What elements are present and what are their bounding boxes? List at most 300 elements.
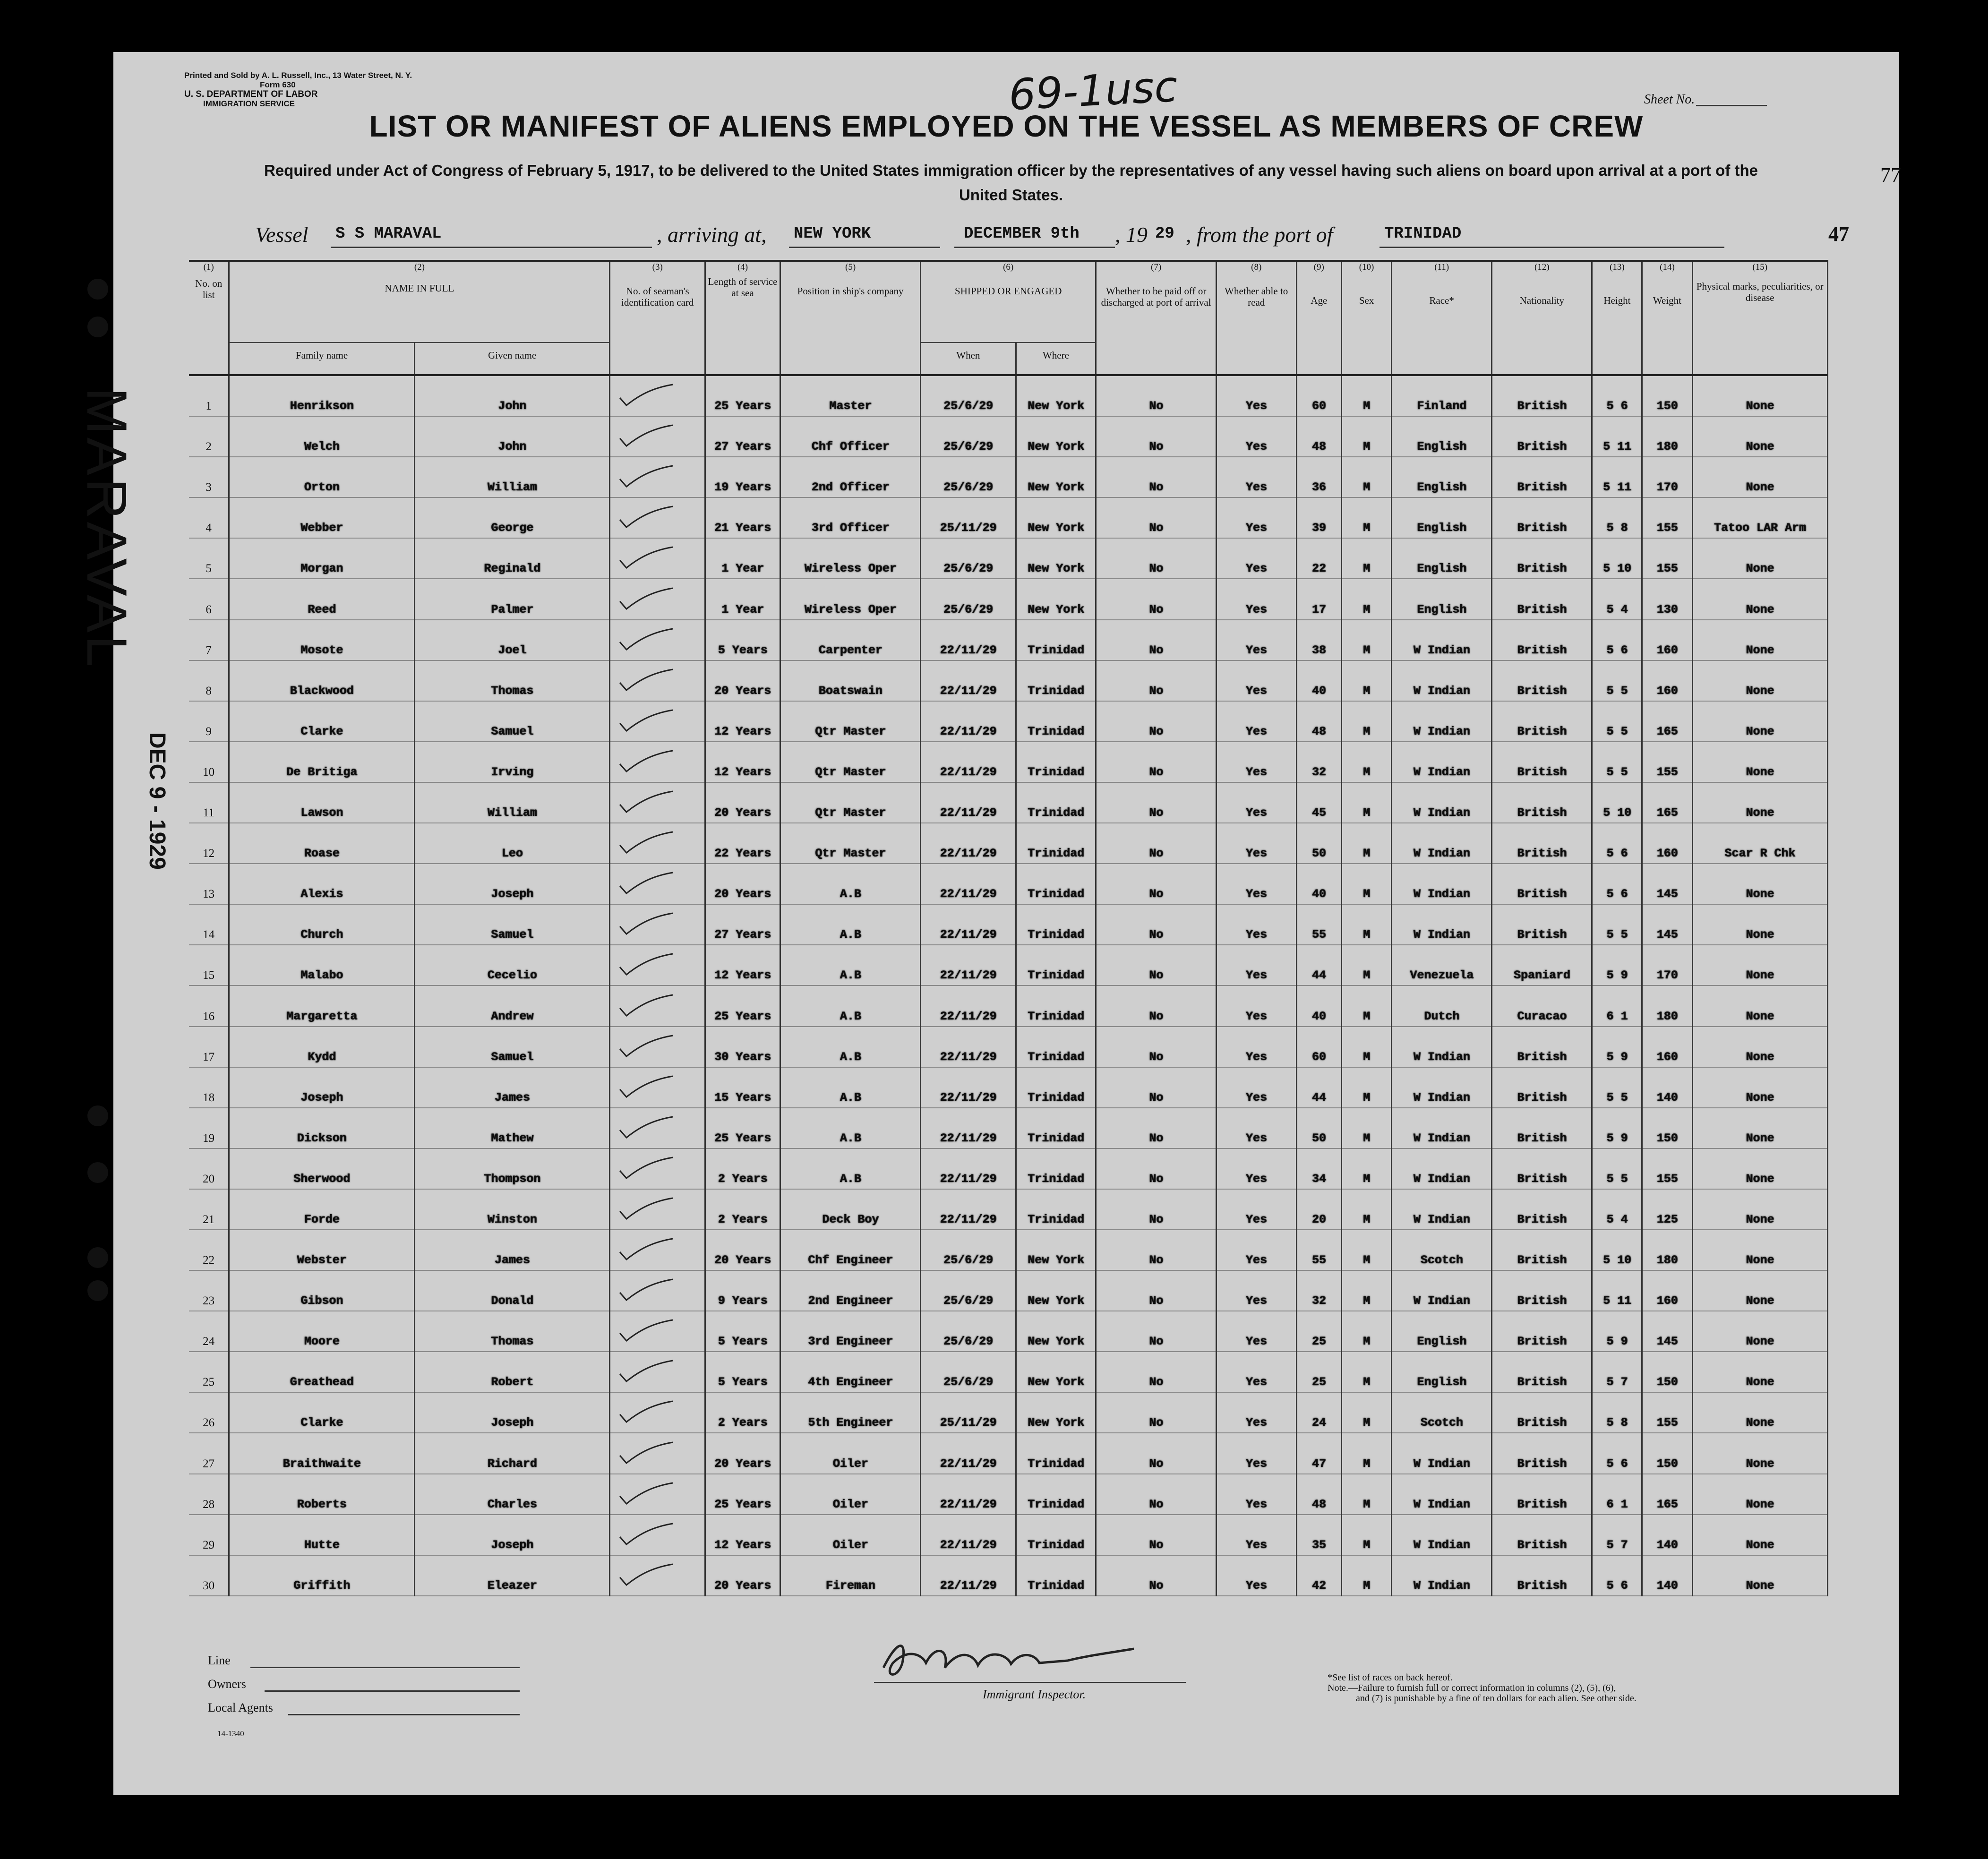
family-name: Welch [229, 416, 414, 457]
check-mark-icon [618, 505, 675, 529]
row-number: 11 [189, 782, 229, 823]
age: 55 [1296, 904, 1341, 945]
nationality: British [1492, 1189, 1592, 1230]
shipped-when: 22/11/29 [921, 742, 1016, 782]
shipped-when: 22/11/29 [921, 1433, 1016, 1473]
family-name: Dickson [229, 1108, 414, 1148]
column-number: (8) [1216, 261, 1296, 276]
paid-off: No [1096, 1189, 1217, 1230]
sex: M [1342, 1067, 1392, 1108]
able-to-read: Yes [1216, 1067, 1296, 1108]
able-to-read: Yes [1216, 1148, 1296, 1189]
shipped-when: 22/11/29 [921, 1555, 1016, 1596]
height: 5 4 [1592, 579, 1642, 619]
table-row [189, 904, 1828, 945]
row-number: 3 [189, 457, 229, 497]
header-sex: Sex [1342, 276, 1392, 375]
row-number: 12 [189, 823, 229, 864]
physical-marks: None [1692, 1392, 1828, 1433]
shipped-when: 22/11/29 [921, 620, 1016, 660]
height: 5 9 [1592, 1311, 1642, 1352]
position: 4th Engineer [780, 1352, 921, 1392]
sex: M [1342, 1027, 1392, 1067]
given-name: William [414, 457, 610, 497]
column-number: (6) [921, 261, 1096, 276]
given-name: Joseph [414, 864, 610, 904]
given-name: Thompson [414, 1148, 610, 1189]
check-mark-icon [618, 628, 675, 651]
nationality: British [1492, 579, 1592, 619]
family-name: Morgan [229, 538, 414, 579]
shipped-where: Trinidad [1016, 864, 1096, 904]
weight: 155 [1642, 538, 1692, 579]
able-to-read: Yes [1216, 864, 1296, 904]
row-number: 17 [189, 1027, 229, 1067]
age: 48 [1296, 1474, 1341, 1515]
shipped-when: 22/11/29 [921, 701, 1016, 742]
table-row [189, 1230, 1828, 1270]
given-name: Joseph [414, 1515, 610, 1555]
family-name: Webber [229, 497, 414, 538]
height: 5 8 [1592, 1392, 1642, 1433]
height: 5 6 [1592, 375, 1642, 416]
shipped-when: 25/6/29 [921, 457, 1016, 497]
table-row [189, 620, 1828, 660]
table-row [189, 416, 1828, 457]
length-of-service: 5 Years [705, 1352, 780, 1392]
sex: M [1342, 782, 1392, 823]
sex: M [1342, 497, 1392, 538]
row-number: 26 [189, 1392, 229, 1433]
nationality: British [1492, 701, 1592, 742]
weight: 140 [1642, 1555, 1692, 1596]
physical-marks: None [1692, 538, 1828, 579]
inspector-signature [869, 1635, 1172, 1687]
side-date-stamp: DEC 9 - 1929 [145, 732, 170, 870]
header-physical-marks: Physical marks, peculiarities, or disease [1692, 276, 1828, 375]
table-row [189, 1027, 1828, 1067]
table-body [189, 375, 1828, 1596]
shipped-where: New York [1016, 497, 1096, 538]
physical-marks: None [1692, 1189, 1828, 1230]
weight: 165 [1642, 701, 1692, 742]
nationality: British [1492, 1148, 1592, 1189]
handwritten-code: 69-1usc [1007, 61, 1179, 120]
id-card-check [610, 701, 705, 742]
sex: M [1342, 1230, 1392, 1270]
age: 24 [1296, 1392, 1341, 1433]
physical-marks: None [1692, 1148, 1828, 1189]
table-row [189, 1555, 1828, 1596]
nationality: British [1492, 538, 1592, 579]
row-number: 18 [189, 1067, 229, 1108]
row-number: 9 [189, 701, 229, 742]
height: 5 10 [1592, 538, 1642, 579]
page-number: 77 [1880, 163, 1901, 187]
row-number: 24 [189, 1311, 229, 1352]
column-number: (15) [1692, 261, 1828, 276]
sex: M [1342, 1515, 1392, 1555]
header-shipped: SHIPPED OR ENGAGED [921, 276, 1096, 343]
length-of-service: 20 Years [705, 864, 780, 904]
height: 5 6 [1592, 1433, 1642, 1473]
physical-marks: None [1692, 1067, 1828, 1108]
position: A.B [780, 904, 921, 945]
weight: 165 [1642, 782, 1692, 823]
sex: M [1342, 375, 1392, 416]
family-name: Moore [229, 1311, 414, 1352]
row-number: 29 [189, 1515, 229, 1555]
shipped-when: 22/11/29 [921, 864, 1016, 904]
shipped-where: Trinidad [1016, 620, 1096, 660]
family-name: Hutte [229, 1515, 414, 1555]
id-card-check [610, 538, 705, 579]
able-to-read: Yes [1216, 1433, 1296, 1473]
physical-marks: None [1692, 1555, 1828, 1596]
race: W Indian [1392, 1270, 1492, 1311]
header-able-read: Whether able to read [1216, 276, 1296, 375]
weight: 145 [1642, 904, 1692, 945]
physical-marks: None [1692, 1270, 1828, 1311]
shipped-where: Trinidad [1016, 782, 1096, 823]
given-name: Thomas [414, 660, 610, 701]
position: Wireless Oper [780, 538, 921, 579]
able-to-read: Yes [1216, 660, 1296, 701]
position: Carpenter [780, 620, 921, 660]
column-number: (10) [1342, 261, 1392, 276]
check-mark-icon [618, 912, 675, 936]
position: Master [780, 375, 921, 416]
able-to-read: Yes [1216, 620, 1296, 660]
id-card-check [610, 1433, 705, 1473]
age: 17 [1296, 579, 1341, 619]
column-number: (9) [1296, 261, 1341, 276]
check-mark-icon [618, 1075, 675, 1099]
row-number: 13 [189, 864, 229, 904]
weight: 160 [1642, 620, 1692, 660]
position: Wireless Oper [780, 579, 921, 619]
paid-off: No [1096, 782, 1217, 823]
sex: M [1342, 416, 1392, 457]
id-card-check [610, 985, 705, 1026]
weight: 155 [1642, 1148, 1692, 1189]
punch-hole [87, 279, 108, 300]
length-of-service: 12 Years [705, 945, 780, 985]
legal-requirement-text: Required under Act of Congress of February 5, 1917, to be delivered to the United States immigration officer by the representatives of any vessel having such aliens on board upon arrival at a port of the United States. [264, 162, 1758, 204]
race: W Indian [1392, 1433, 1492, 1473]
id-card-check [610, 1230, 705, 1270]
vessel-label: Vessel [255, 223, 308, 247]
row-number: 15 [189, 945, 229, 985]
weight: 150 [1642, 1352, 1692, 1392]
age: 50 [1296, 823, 1341, 864]
shipped-where: Trinidad [1016, 1189, 1096, 1230]
length-of-service: 5 Years [705, 1311, 780, 1352]
column-number: (4) [705, 261, 780, 276]
able-to-read: Yes [1216, 497, 1296, 538]
header-list-number: No. on list [189, 276, 229, 375]
shipped-when: 22/11/29 [921, 1189, 1016, 1230]
race: W Indian [1392, 823, 1492, 864]
check-mark-icon [618, 1116, 675, 1139]
shipped-where: Trinidad [1016, 1027, 1096, 1067]
weight: 180 [1642, 416, 1692, 457]
row-number: 6 [189, 579, 229, 619]
nationality: British [1492, 497, 1592, 538]
position: Chf Engineer [780, 1230, 921, 1270]
weight: 140 [1642, 1515, 1692, 1555]
given-name: Samuel [414, 1027, 610, 1067]
check-mark-icon [618, 1238, 675, 1261]
id-card-check [610, 579, 705, 619]
nationality: British [1492, 1555, 1592, 1596]
race: Scotch [1392, 1392, 1492, 1433]
column-number: (5) [780, 261, 921, 276]
length-of-service: 12 Years [705, 701, 780, 742]
shipped-when: 22/11/29 [921, 823, 1016, 864]
given-name: Joseph [414, 1392, 610, 1433]
able-to-read: Yes [1216, 538, 1296, 579]
able-to-read: Yes [1216, 1189, 1296, 1230]
race: W Indian [1392, 904, 1492, 945]
row-number: 8 [189, 660, 229, 701]
paid-off: No [1096, 701, 1217, 742]
nationality: British [1492, 864, 1592, 904]
header-age: Age [1296, 276, 1341, 375]
service-name: IMMIGRATION SERVICE [203, 99, 295, 108]
shipped-where: Trinidad [1016, 742, 1096, 782]
column-number: (7) [1096, 261, 1217, 276]
nationality: British [1492, 1515, 1592, 1555]
able-to-read: Yes [1216, 823, 1296, 864]
paid-off: No [1096, 1108, 1217, 1148]
id-card-check [610, 1555, 705, 1596]
nationality: British [1492, 1270, 1592, 1311]
sex: M [1342, 701, 1392, 742]
age: 50 [1296, 1108, 1341, 1148]
shipped-where: Trinidad [1016, 660, 1096, 701]
able-to-read: Yes [1216, 945, 1296, 985]
shipped-when: 25/6/29 [921, 1352, 1016, 1392]
able-to-read: Yes [1216, 1230, 1296, 1270]
sex: M [1342, 457, 1392, 497]
table-row [189, 497, 1828, 538]
position: A.B [780, 945, 921, 985]
header-paid-off: Whether to be paid off or discharged at port of arrival [1096, 276, 1217, 375]
id-card-check [610, 904, 705, 945]
height: 5 10 [1592, 782, 1642, 823]
table-row [189, 1392, 1828, 1433]
paid-off: No [1096, 538, 1217, 579]
owners-label: Owners [208, 1677, 246, 1691]
family-name: De Britiga [229, 742, 414, 782]
height: 5 7 [1592, 1352, 1642, 1392]
weight: 160 [1642, 823, 1692, 864]
height: 5 9 [1592, 1027, 1642, 1067]
nationality: British [1492, 1108, 1592, 1148]
id-card-check [610, 1392, 705, 1433]
weight: 155 [1642, 742, 1692, 782]
able-to-read: Yes [1216, 1555, 1296, 1596]
length-of-service: 12 Years [705, 742, 780, 782]
able-to-read: Yes [1216, 1311, 1296, 1352]
row-number: 4 [189, 497, 229, 538]
form-number: Form 630 [260, 80, 296, 89]
crew-manifest-table [189, 260, 1828, 1596]
length-of-service: 2 Years [705, 1189, 780, 1230]
position: A.B [780, 1067, 921, 1108]
physical-marks: None [1692, 904, 1828, 945]
check-mark-icon [618, 1563, 675, 1587]
check-mark-icon [618, 1319, 675, 1343]
able-to-read: Yes [1216, 904, 1296, 945]
given-name: Samuel [414, 701, 610, 742]
age: 60 [1296, 1027, 1341, 1067]
check-mark-icon [618, 1035, 675, 1058]
age: 32 [1296, 1270, 1341, 1311]
check-mark-icon [618, 1523, 675, 1546]
shipped-when: 22/11/29 [921, 1027, 1016, 1067]
length-of-service: 25 Years [705, 1108, 780, 1148]
from-port: TRINIDAD [1384, 225, 1462, 243]
physical-marks: None [1692, 945, 1828, 985]
given-name: Cecelio [414, 945, 610, 985]
height: 5 6 [1592, 864, 1642, 904]
table-row [189, 1352, 1828, 1392]
nationality: British [1492, 1067, 1592, 1108]
position: Qtr Master [780, 701, 921, 742]
position: Qtr Master [780, 782, 921, 823]
header-nationality: Nationality [1492, 276, 1592, 375]
age: 40 [1296, 864, 1341, 904]
able-to-read: Yes [1216, 1392, 1296, 1433]
race: W Indian [1392, 1555, 1492, 1596]
shipped-where: Trinidad [1016, 904, 1096, 945]
line-label: Line [208, 1653, 231, 1667]
page-title: LIST OR MANIFEST OF ALIENS EMPLOYED ON THE VESSEL AS MEMBERS OF CREW [369, 109, 1644, 143]
table-row [189, 579, 1828, 619]
length-of-service: 21 Years [705, 497, 780, 538]
nationality: British [1492, 620, 1592, 660]
paid-off: No [1096, 864, 1217, 904]
row-number: 30 [189, 1555, 229, 1596]
shipped-when: 25/6/29 [921, 375, 1016, 416]
footer [208, 1653, 1767, 1776]
age: 40 [1296, 660, 1341, 701]
id-card-check [610, 1067, 705, 1108]
header-given-name: Given name [414, 343, 610, 375]
from-port-label: , from the port of [1186, 223, 1333, 247]
paid-off: No [1096, 660, 1217, 701]
sex: M [1342, 1555, 1392, 1596]
header-weight: Weight [1642, 276, 1692, 375]
given-name: James [414, 1067, 610, 1108]
family-name: Sherwood [229, 1148, 414, 1189]
position: Deck Boy [780, 1189, 921, 1230]
arriving-label: , arriving at, [657, 223, 767, 247]
paid-off: No [1096, 1027, 1217, 1067]
column-number: (14) [1642, 261, 1692, 276]
paid-off: No [1096, 1311, 1217, 1352]
sex: M [1342, 1474, 1392, 1515]
height: 5 10 [1592, 1230, 1642, 1270]
physical-marks: None [1692, 375, 1828, 416]
able-to-read: Yes [1216, 457, 1296, 497]
given-name: Thomas [414, 1311, 610, 1352]
length-of-service: 25 Years [705, 1474, 780, 1515]
position: A.B [780, 1148, 921, 1189]
shipped-when: 22/11/29 [921, 660, 1016, 701]
id-card-check [610, 1108, 705, 1148]
paid-off: No [1096, 416, 1217, 457]
row-number: 5 [189, 538, 229, 579]
family-name: Clarke [229, 701, 414, 742]
id-card-check [610, 782, 705, 823]
check-mark-icon [618, 750, 675, 773]
sex: M [1342, 945, 1392, 985]
nationality: British [1492, 660, 1592, 701]
family-name: Lawson [229, 782, 414, 823]
table-row [189, 538, 1828, 579]
given-name: John [414, 375, 610, 416]
shipped-when: 25/6/29 [921, 416, 1016, 457]
check-mark-icon [618, 1278, 675, 1302]
table-row [189, 742, 1828, 782]
nationality: British [1492, 1027, 1592, 1067]
age: 20 [1296, 1189, 1341, 1230]
age: 32 [1296, 742, 1341, 782]
length-of-service: 25 Years [705, 985, 780, 1026]
check-mark-icon [618, 953, 675, 977]
length-of-service: 9 Years [705, 1270, 780, 1311]
table-row [189, 1474, 1828, 1515]
shipped-where: Trinidad [1016, 1108, 1096, 1148]
fine-note-continued: and (7) is punishable by a fine of ten dollars for each alien. See other side. [1356, 1693, 1637, 1704]
length-of-service: 5 Years [705, 620, 780, 660]
table-row [189, 782, 1828, 823]
nationality: British [1492, 1474, 1592, 1515]
sex: M [1342, 1392, 1392, 1433]
height: 5 11 [1592, 1270, 1642, 1311]
given-name: Richard [414, 1433, 610, 1473]
able-to-read: Yes [1216, 579, 1296, 619]
age: 39 [1296, 497, 1341, 538]
nationality: British [1492, 823, 1592, 864]
able-to-read: Yes [1216, 985, 1296, 1026]
table-row [189, 864, 1828, 904]
id-card-check [610, 1352, 705, 1392]
length-of-service: 12 Years [705, 1515, 780, 1555]
shipped-where: Trinidad [1016, 1148, 1096, 1189]
race: W Indian [1392, 742, 1492, 782]
race: W Indian [1392, 620, 1492, 660]
id-card-check [610, 620, 705, 660]
row-number: 20 [189, 1148, 229, 1189]
given-name: William [414, 782, 610, 823]
id-card-check [610, 1270, 705, 1311]
table-row [189, 985, 1828, 1026]
table-row [189, 457, 1828, 497]
physical-marks: None [1692, 742, 1828, 782]
race: W Indian [1392, 782, 1492, 823]
shipped-where: New York [1016, 1352, 1096, 1392]
position: 5th Engineer [780, 1392, 921, 1433]
nationality: British [1492, 416, 1592, 457]
age: 40 [1296, 985, 1341, 1026]
race: W Indian [1392, 1148, 1492, 1189]
check-mark-icon [618, 1441, 675, 1465]
nationality: British [1492, 742, 1592, 782]
